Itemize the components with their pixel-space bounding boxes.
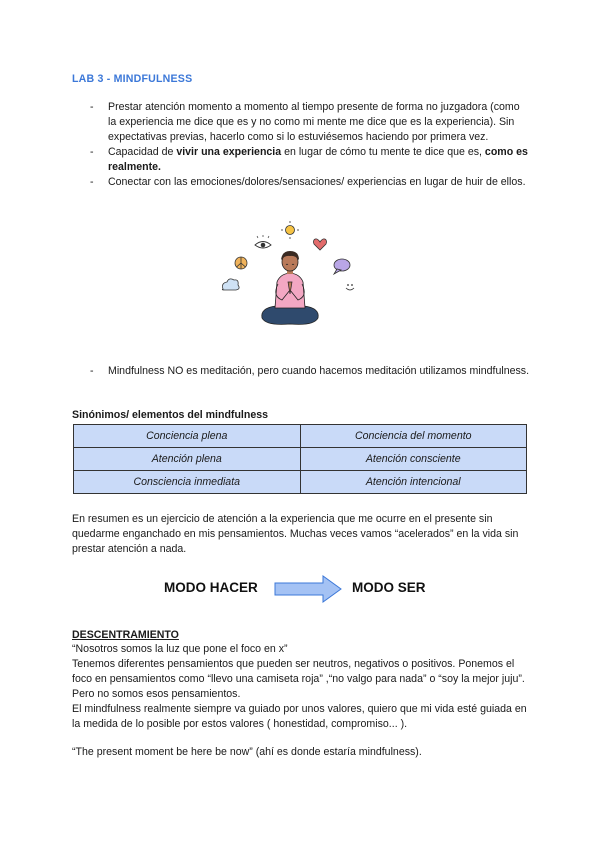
smile-icon [346, 284, 354, 290]
table-cell: Atención intencional [300, 471, 527, 494]
quote-line: “Nosotros somos la luz que pone el foco en x” [72, 643, 288, 655]
page-title: LAB 3 - MINDFULNESS [72, 73, 193, 85]
section-heading: DESCENTRAMIENTO [72, 629, 179, 641]
meditation-note [90, 364, 530, 379]
meditation-illustration [210, 218, 370, 338]
table-row [74, 425, 527, 448]
paragraph: El mindfulness realmente siempre va guiado por unos valores, quiero que mi vida esté guiada en la medida de lo posible por estos valores ( honestidad, compromiso... ). [72, 703, 527, 730]
definition-list [90, 100, 530, 190]
bold-text: como es realmente. [108, 146, 528, 173]
list-item [90, 100, 530, 145]
list-item [90, 145, 530, 175]
table-cell: Consciencia inmediata [74, 471, 301, 494]
closing-quote: “The present moment be here be now” (ahí es donde estaría mindfulness). [72, 746, 422, 758]
bullet-text: en lugar de cómo tu mente te dice que es, [281, 146, 485, 158]
table-cell: Atención consciente [300, 448, 527, 471]
bullet-text: Mindfulness NO es meditación, pero cuando hacemos meditación utilizamos mindfulness. [108, 365, 530, 377]
table-cell: Conciencia plena [74, 425, 301, 448]
heart-icon [313, 239, 326, 250]
eye-icon [255, 235, 271, 248]
bullet-text: Conectar con las emociones/dolores/sensaciones/ experiencias en lugar de huir de ellos. [108, 176, 526, 188]
sun-icon [281, 221, 299, 239]
modo-hacer-label: MODO HACER [164, 580, 258, 595]
table-row [74, 471, 527, 494]
meditating-person [262, 251, 318, 324]
bullet-text: Capacidad de [108, 146, 177, 158]
right-arrow-icon [273, 575, 343, 603]
peace-icon [235, 257, 247, 269]
speech-bubble-icon [334, 259, 350, 274]
summary-paragraph: En resumen es un ejercicio de atención a la experiencia que me ocurre en el presente sin quedarme enganchado en mis pensamientos. Muchas veces vamos “acelerados” en la vida sin prestar atención a nada. [72, 513, 519, 555]
list-item [90, 364, 530, 379]
synonyms-title: Sinónimos/ elementos del mindfulness [72, 409, 269, 421]
bullet-text: Prestar atención momento a momento al tiempo presente de forma no juzgadora (como la experiencia me dice que es y no como mi mente me dice que es la experiencia). Sin expectativas previas, hacerlo como si lo estuviésemos haciendo por primera vez. [108, 101, 520, 143]
table-row [74, 448, 527, 471]
list-item [90, 175, 530, 190]
modo-ser-label: MODO SER [352, 580, 426, 595]
modo-diagram [160, 575, 450, 603]
synonyms-table [73, 424, 527, 494]
cloud-icon [222, 279, 239, 290]
table-cell: Conciencia del momento [300, 425, 527, 448]
bold-text: vivir una experiencia [176, 146, 282, 158]
paragraph: Tenemos diferentes pensamientos que pueden ser neutros, negativos o positivos. Ponemos el foco en pensamientos como “llevo una camiseta roja” ,“no valgo para nada” o “soy la mejor juju”. Pero no somos esos pensamientos. [72, 658, 525, 700]
table-cell: Atención plena [74, 448, 301, 471]
